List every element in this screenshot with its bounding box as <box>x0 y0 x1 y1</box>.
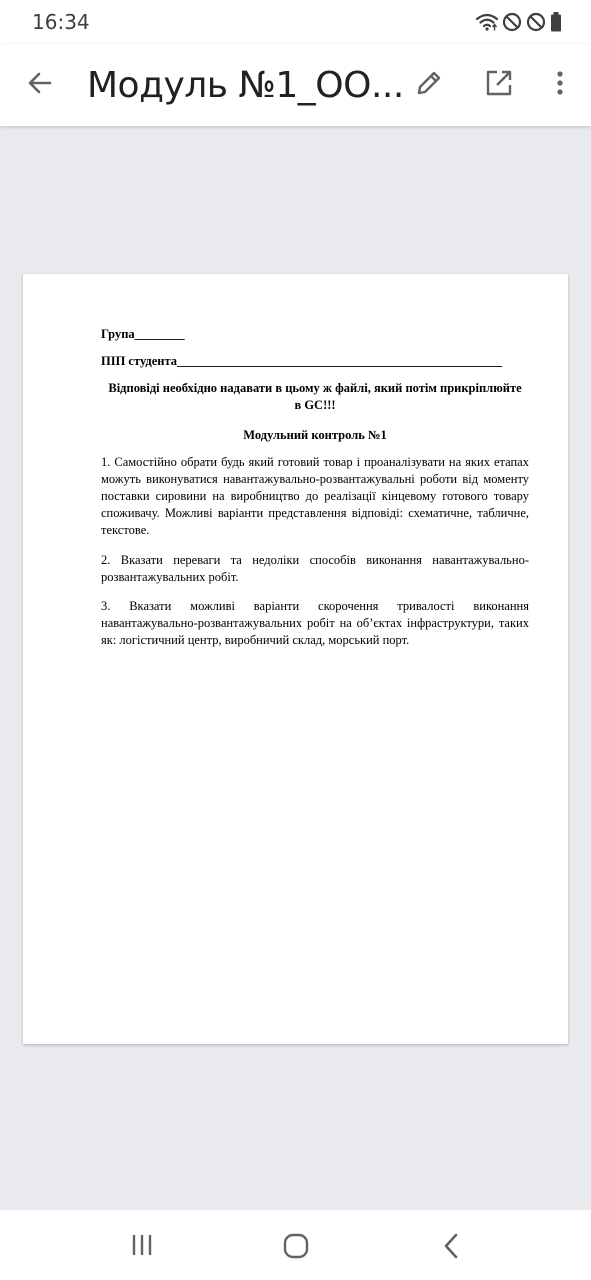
wifi-icon <box>475 12 499 32</box>
status-icons <box>475 11 563 33</box>
app-bar <box>0 44 591 126</box>
home-button[interactable] <box>280 1230 312 1262</box>
open-in-new-button[interactable] <box>479 65 519 105</box>
more-options-button[interactable] <box>540 65 580 105</box>
question-3: 3. Вказати можливі варіанти скорочення тривалості виконання навантажувально-розвантажувальних робіт на об’єктах інфраструктури, таких як: логістичний центр, виробничий склад, морський порт. <box>101 599 529 647</box>
document-viewer[interactable] <box>0 126 591 1210</box>
battery-icon <box>549 11 563 33</box>
question-2: 2. Вказати переваги та недоліки способів виконання навантажувально-розвантажувальних робіт. <box>101 552 529 584</box>
open-in-new-icon <box>484 68 514 103</box>
group-field-label: Група________ <box>101 327 185 341</box>
edit-button[interactable] <box>409 65 449 105</box>
back-button[interactable] <box>20 65 60 105</box>
notice-line-2: в GC!!! <box>294 398 336 412</box>
document-title: Модуль №1_ОО... <box>87 65 404 106</box>
recents-button[interactable] <box>126 1232 158 1258</box>
more-vert-icon <box>555 68 565 103</box>
system-navigation-bar <box>0 1210 591 1280</box>
document-content <box>101 326 529 662</box>
nav-back-icon <box>436 1249 468 1266</box>
student-name-field-label: ПІП студента____________________________________________________ <box>101 354 503 368</box>
document-heading: Модульний контроль №1 <box>243 428 387 442</box>
status-time: 16:34 <box>32 10 90 34</box>
question-1: 1. Самостійно обрати будь який готовий товар і проаналізувати на яких етапах можуть виконуватися навантажувально-розвантажувальні роботи від моменту поставки сировини на виробництво до реалізації кінцевому готового товару споживачу. Можливі варіанти представлення відповіді: схематичне, табличне, текстове. <box>101 455 529 537</box>
document-page[interactable] <box>23 274 568 1044</box>
recents-icon <box>126 1245 158 1262</box>
home-icon <box>280 1249 312 1266</box>
status-bar <box>0 0 591 44</box>
do-not-disturb-icon <box>501 11 523 33</box>
nav-back-button[interactable] <box>436 1230 468 1262</box>
instructions-notice <box>101 380 529 414</box>
pencil-icon <box>414 68 444 103</box>
arrow-back-icon <box>26 69 54 102</box>
blocked-icon <box>525 11 547 33</box>
notice-line-1: Відповіді необхідно надавати в цьому ж файлі, який потім прикріплюйте <box>108 381 522 395</box>
